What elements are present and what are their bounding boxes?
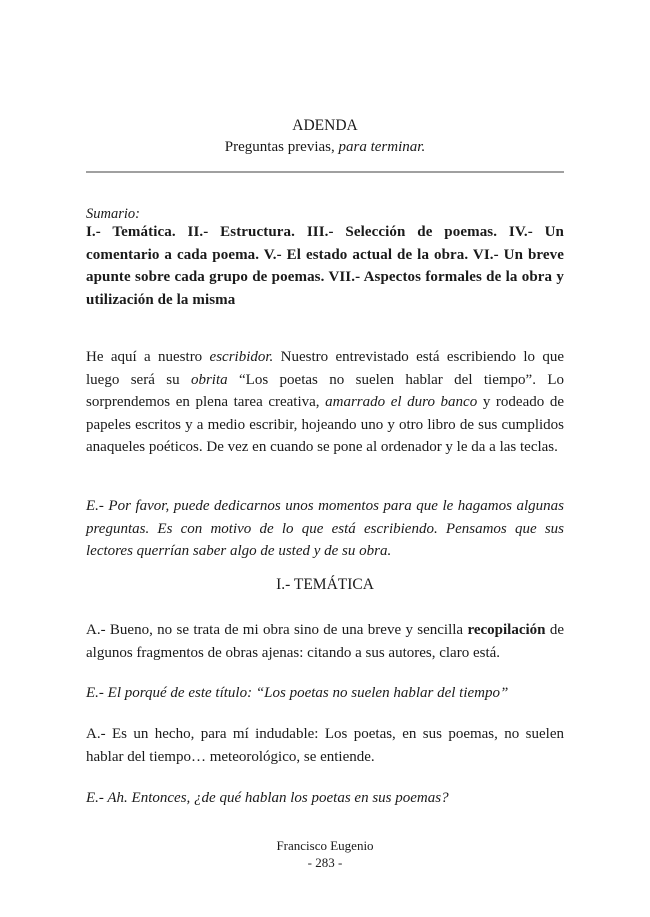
answer-1-bold: recopilación xyxy=(467,622,546,638)
subtitle-text: Preguntas previas, xyxy=(224,139,339,155)
section-heading: I.- TEMÁTICA xyxy=(276,576,374,593)
answer-1-text-2: de algunos fragmentos de obras ajenas: citando a sus autores, claro está. xyxy=(86,622,564,661)
subtitle-italic: para terminar. xyxy=(338,139,426,155)
intro-italic-1: escribidor. xyxy=(209,349,274,365)
intro-text-1: He aquí a nuestro xyxy=(86,349,210,365)
interview-question-3: E.- Ah. Entonces, ¿de qué hablan los poetas en sus poemas? xyxy=(86,790,449,806)
intro-paragraph xyxy=(86,346,564,459)
intro-text-3: “Los poetas no suelen hablar del tiempo”. Lo sorprendemos en plena tarea creativa, xyxy=(86,371,564,410)
answer-1-text-1: A.- Bueno, no se trata de mi obra sino de una breve y sencilla xyxy=(86,622,468,638)
intro-italic-3: amarrado el duro banco xyxy=(325,394,478,410)
interview-question-1: E.- Por favor, puede dedicarnos unos momentos para que le hagamos algunas preguntas. Es con motivo de lo que está escribiendo. Pensamos que sus lectores querrían saber algo de usted y de su obra. xyxy=(86,498,564,559)
intro-text-2: Nuestro entrevistado está escribiendo lo que luego será su xyxy=(86,349,564,388)
sumario-text: I.- Temática. II.- Estructura. III.- Selección de poemas. IV.- Un comentario a cada poema. V.- El estado actual de la obra. VI.- Un breve apunte sobre cada grupo de poemas. VII.- Aspectos formales de la obra y utilización de la misma xyxy=(86,224,564,308)
page-title: ADENDA xyxy=(292,117,358,134)
interview-answer-1 xyxy=(86,619,564,664)
header-divider xyxy=(86,171,564,173)
intro-italic-2: obrita xyxy=(190,371,228,388)
interview-question-2: E.- El porqué de este título: “Los poetas no suelen hablar del tiempo” xyxy=(86,685,509,701)
interview-answer-2: A.- Es un hecho, para mí indudable: Los poetas, en sus poemas, no suelen hablar del tiempo… meteorológico, se entiende. xyxy=(86,726,564,765)
page-subtitle xyxy=(0,139,650,156)
page-number: - 283 - xyxy=(307,855,343,870)
footer-author: Francisco Eugenio xyxy=(276,838,374,853)
intro-text-4: y rodeado de papeles escritos y a medio escribir, hojeando uno y otro libro de sus cumplidos anaqueles poéticos. De vez en cuando se pone al ordenador y le da a las teclas. xyxy=(86,394,564,455)
sumario-label: Sumario: xyxy=(86,206,140,222)
